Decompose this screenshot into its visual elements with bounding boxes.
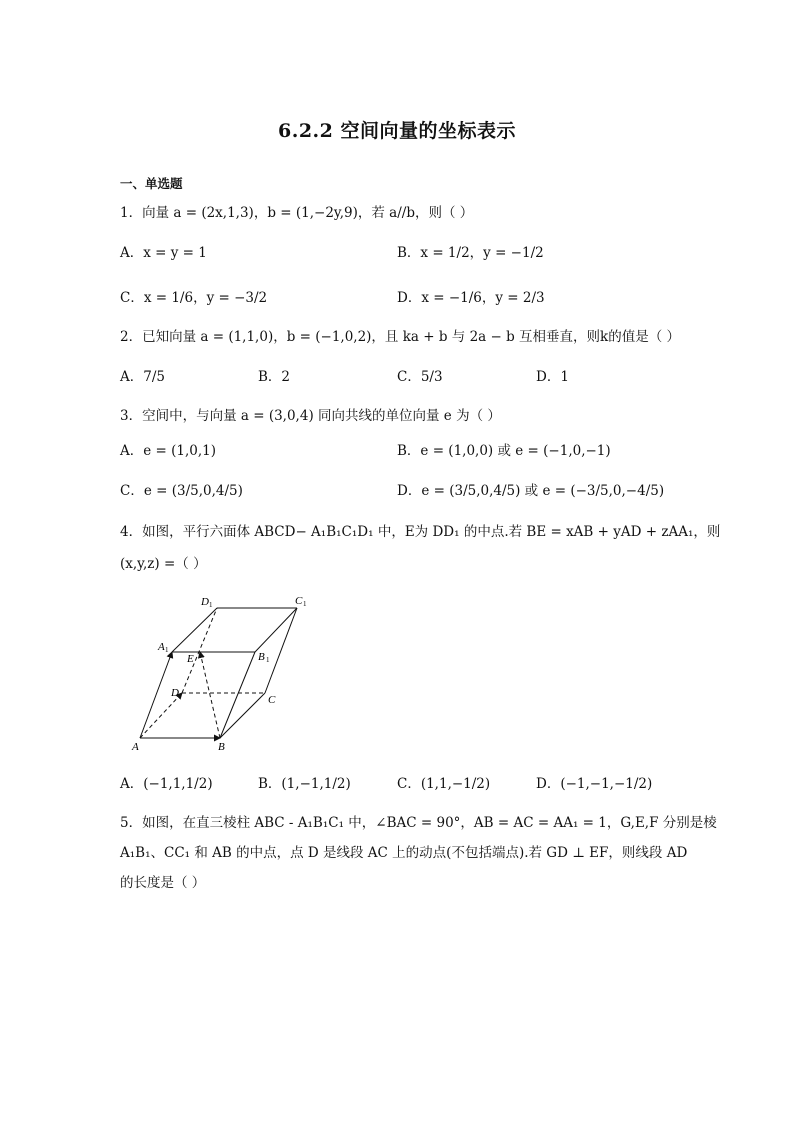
question-1-option-b: B．x = 1/2，y = −1/2 <box>397 245 544 261</box>
edge-a-a1 <box>140 652 172 738</box>
question-4-option-b: B．(1,−1,1/2) <box>258 776 351 792</box>
label-d1-sub: 1 <box>209 601 213 609</box>
question-1-option-d: D．x = −1/6，y = 2/3 <box>397 290 545 306</box>
section-heading: 一、单选题 <box>120 176 183 191</box>
question-3-option-b: B．e = (1,0,0) 或 e = (−1,0,−1) <box>397 443 611 459</box>
question-3-option-d: D．e = (3/5,0,4/5) 或 e = (−3/5,0,−4/5) <box>397 483 665 499</box>
label-e: E <box>187 653 194 665</box>
edge-d-d1 <box>182 608 217 693</box>
page-title: 6.2.2 空间向量的坐标表示 <box>277 120 516 142</box>
question-2-option-a: A．7/5 <box>120 369 165 385</box>
question-4-option-a: A．(−1,1,1/2) <box>120 776 213 792</box>
edge-c-c1 <box>265 608 297 693</box>
question-2-stem: 2．已知向量 a = (1,1,0)，b = (−1,0,2)，且 ka + b 与 2a − b 互相垂直，则k的值是（ ） <box>120 329 681 345</box>
edge-a-d <box>140 693 182 738</box>
question-5-stem-line3: 的长度是（ ） <box>120 875 206 891</box>
label-c1: C <box>295 595 303 607</box>
question-1-option-c: C．x = 1/6，y = −3/2 <box>120 290 268 306</box>
label-b1: B <box>258 651 265 663</box>
question-5-stem-line1: 5．如图，在直三棱柱 ABC - A₁B₁C₁ 中，∠BAC = 90°，AB = AC = AA₁ = 1，G,E,F 分别是棱 <box>120 815 717 831</box>
label-a1-sub: 1 <box>165 646 169 654</box>
label-d: D <box>171 687 179 699</box>
question-3-option-c: C．e = (3/5,0,4/5) <box>120 483 243 499</box>
segment-b-e <box>200 652 220 738</box>
question-4-option-c: C．(1,1,−1/2) <box>397 776 491 792</box>
edge-b-b1 <box>220 652 255 738</box>
question-4-stem-line1: 4．如图，平行六面体 ABCD− A₁B₁C₁D₁ 中，E为 DD₁ 的中点.若 BE = xAB + yAD + zAA₁，则 <box>120 524 721 540</box>
question-4-option-d: D．(−1,−1,−1/2) <box>536 776 653 792</box>
question-1-option-a: A．x = y = 1 <box>120 245 207 261</box>
label-c1-sub: 1 <box>303 600 307 608</box>
edge-d1-a1 <box>172 608 217 652</box>
label-c: C <box>268 694 276 706</box>
label-a1: A <box>158 641 165 653</box>
question-2-option-b: B．2 <box>258 369 291 385</box>
question-3-option-a: A．e = (1,0,1) <box>120 443 217 459</box>
question-2-option-c: C．5/3 <box>397 369 443 385</box>
question-5-stem-line2: A₁B₁、CC₁ 和 AB 的中点，点 D 是线段 AC 上的动点(不包括端点).若 GD ⊥ EF，则线段 AD <box>120 845 688 861</box>
edge-b-c <box>220 693 265 738</box>
parallelepiped-figure <box>125 590 325 755</box>
edge-b1-c1 <box>255 608 297 652</box>
label-d1: D <box>201 596 209 608</box>
question-3-stem: 3．空间中，与向量 a = (3,0,4) 同向共线的单位向量 e 为（ ） <box>120 408 501 424</box>
label-b1-sub: 1 <box>266 656 270 664</box>
question-1-stem: 1．向量 a = (2x,1,3)，b = (1,−2y,9)，若 a//b，则（ ） <box>120 205 474 221</box>
label-a: A <box>132 741 139 753</box>
question-4-stem-line2: (x,y,z) =（ ） <box>120 556 207 572</box>
question-2-option-d: D．1 <box>536 369 569 385</box>
label-b: B <box>218 741 225 753</box>
